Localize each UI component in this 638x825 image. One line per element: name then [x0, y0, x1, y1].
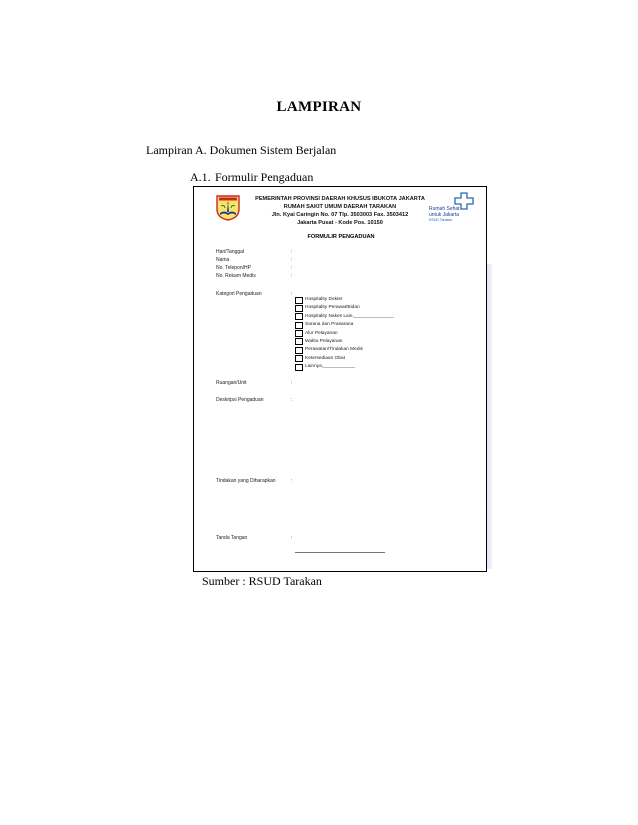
field-label-date: Hari/Tanggal: [216, 249, 245, 255]
letterhead-line: PEMERINTAH PROVINSI DAERAH KHUSUS IBUKOTA JAKARTA: [255, 196, 425, 202]
checkbox: [295, 364, 303, 371]
field-label-category: Kategori Pengaduan: [216, 291, 262, 297]
colon: :: [291, 535, 293, 541]
form-title: FORMULIR PENGADUAN: [307, 234, 375, 240]
checkbox: [295, 297, 303, 304]
category-label: Sarana dan Prasarana: [305, 322, 354, 328]
signature-line: [295, 552, 385, 553]
colon: :: [291, 397, 293, 403]
field-label-name: Nama: [216, 257, 230, 263]
rumah-sehat-logo: [426, 192, 486, 224]
checkbox: [295, 313, 303, 320]
field-label-room: Ruangan/Unit: [216, 380, 247, 386]
field-label-signature: Tanda Tangan: [216, 535, 248, 541]
checkbox: [295, 322, 303, 329]
colon: :: [291, 291, 293, 297]
source-caption: Sumber : RSUD Tarakan: [202, 574, 322, 588]
section-heading: Lampiran A. Dokumen Sistem Berjalan: [146, 143, 337, 157]
colon: :: [291, 265, 293, 271]
jakarta-emblem-icon: [216, 194, 240, 221]
category-label: Hospitality Nakes Lain,_______________: [305, 313, 394, 319]
colon: :: [291, 273, 293, 279]
colon: :: [291, 257, 293, 263]
logo-line: RSUD Tarakan: [429, 218, 453, 222]
colon: :: [291, 380, 293, 386]
category-label: Hospitality Perawat/Bidan: [305, 305, 360, 311]
checkbox: [295, 347, 303, 354]
complaint-form-image: [193, 186, 487, 572]
category-label: Perawatan/Tindakan Medis: [305, 347, 363, 353]
letterhead-line: Jakarta Pusat - Kode Pos. 10150: [297, 220, 383, 226]
checkbox: [295, 355, 303, 362]
checkbox: [295, 338, 303, 345]
category-label: Waktu Pelayanan: [305, 338, 343, 344]
colon: :: [291, 249, 293, 255]
letterhead-line: Jln. Kyai Caringin No. 07 Tlp. 3503003 Fax. 3503412: [271, 212, 409, 218]
subsection-number: A.1.: [190, 170, 211, 184]
category-label: Ketersediaan Obat: [305, 355, 346, 361]
category-label: Lainnya,____________: [305, 364, 356, 370]
page-title: LAMPIRAN: [276, 99, 362, 115]
subsection-label: Formulir Pengaduan: [215, 170, 314, 184]
category-label: Hospitality Dokter: [305, 297, 343, 302]
logo-line: Rumah Sehat: [429, 206, 460, 212]
colon: :: [291, 478, 293, 484]
letterhead-line: RUMAH SAKIT UMUM DAERAH TARAKAN: [283, 204, 397, 210]
form-letterhead: [252, 195, 428, 227]
field-label-medical-record: No. Rekam Medis: [216, 273, 256, 279]
checkbox: [295, 330, 303, 337]
field-label-expected-action: Tindakan yang Diharapkan: [216, 478, 276, 484]
field-label-phone: No. Telepon/HP: [216, 265, 251, 271]
field-label-description: Deskripsi Pengaduan: [216, 397, 264, 403]
checkbox: [295, 305, 303, 312]
subsection-heading: [190, 170, 313, 185]
logo-line: untuk Jakarta: [429, 212, 460, 218]
category-label: Alur Pelayanan: [305, 330, 338, 336]
